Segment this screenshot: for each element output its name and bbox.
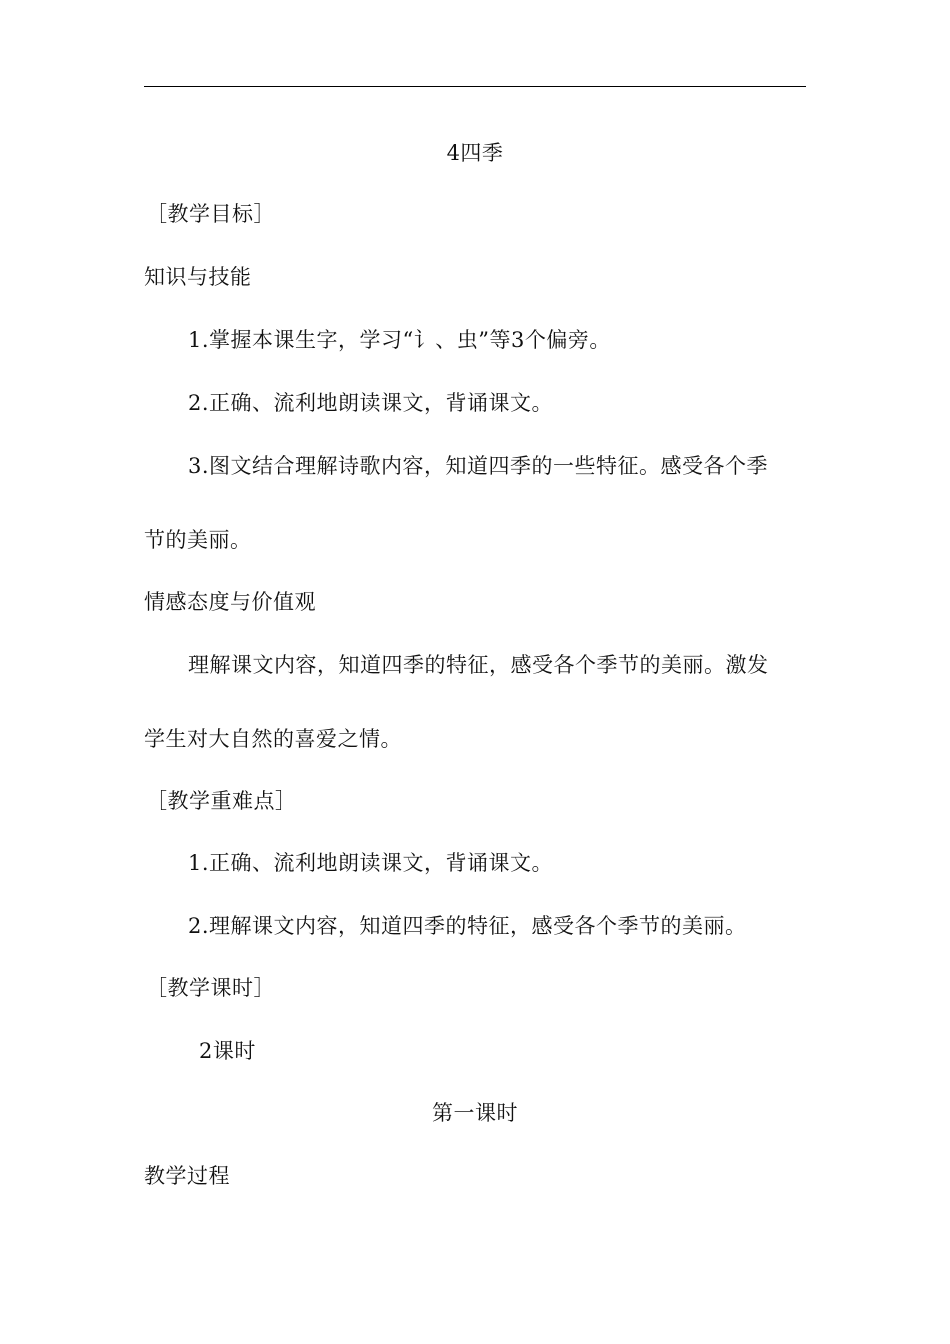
knowledge-heading: 知识与技能 (144, 265, 252, 289)
objectives-heading: ［教学目标］ (146, 202, 275, 226)
keypoints-heading: ［教学重难点］ (146, 789, 297, 813)
knowledge-item-3-continued: 节的美丽。 (144, 528, 252, 552)
emotion-text-line-2: 学生对大自然的喜爱之情。 (144, 727, 402, 751)
keypoints-item-1: 1.正确、流利地朗读课文，背诵课文。 (188, 851, 554, 875)
lesson-title: 第一课时 (432, 1101, 518, 1125)
process-heading: 教学过程 (144, 1164, 230, 1188)
header-rule (144, 86, 806, 87)
document-title: 4四季 (446, 141, 504, 165)
emotion-text-line-1: 理解课文内容，知道四季的特征，感受各个季节的美丽。激发 (188, 653, 769, 677)
knowledge-item-1: 1.掌握本课生字，学习“讠、虫”等3个偏旁。 (188, 328, 611, 352)
knowledge-item-2: 2.正确、流利地朗读课文，背诵课文。 (188, 391, 554, 415)
emotion-heading: 情感态度与价值观 (144, 590, 316, 614)
keypoints-item-2: 2.理解课文内容，知道四季的特征，感受各个季节的美丽。 (188, 914, 747, 938)
knowledge-item-3: 3.图文结合理解诗歌内容，知道四季的一些特征。感受各个季 (188, 454, 769, 478)
hours-value: 2课时 (199, 1039, 256, 1063)
hours-heading: ［教学课时］ (146, 976, 275, 1000)
